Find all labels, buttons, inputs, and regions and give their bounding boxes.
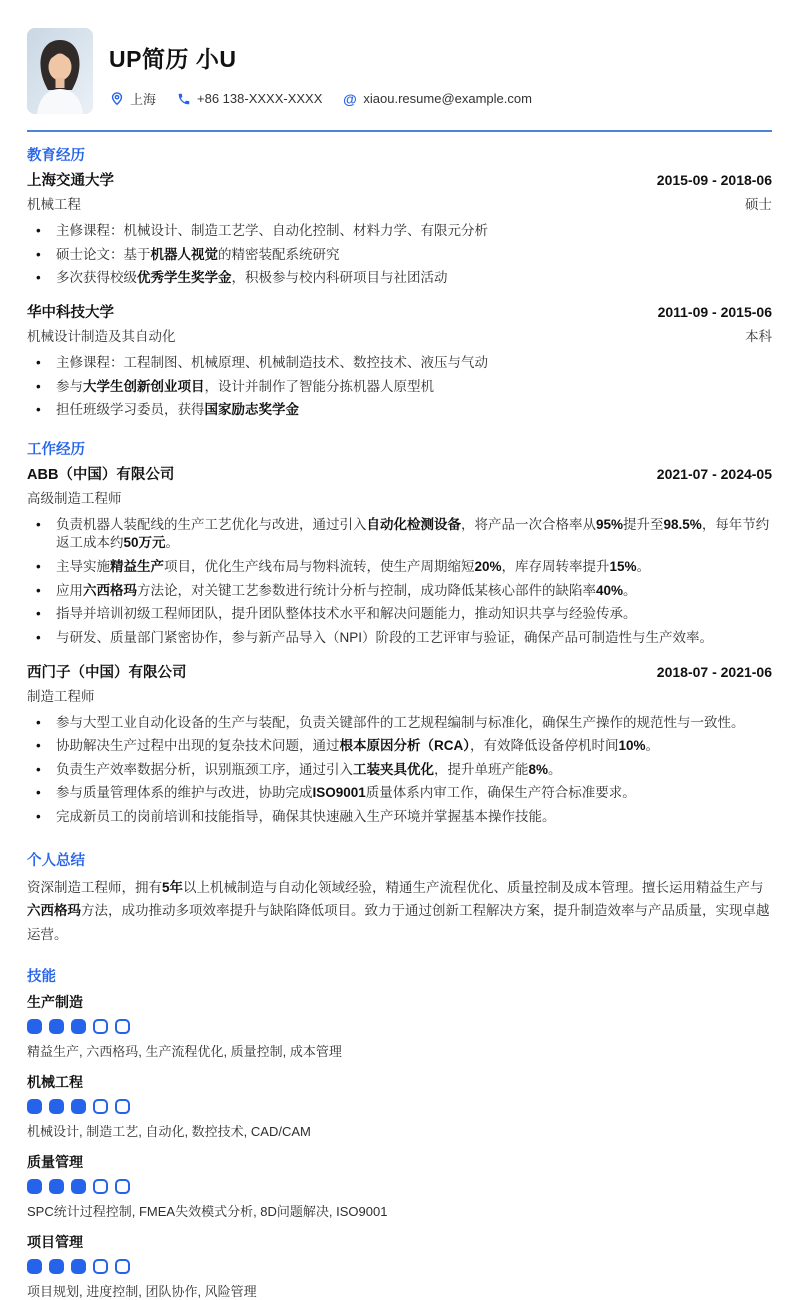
education-org-name: 华中科技大学 [27,304,114,321]
skill-dot-filled [71,1099,86,1114]
entry-header [27,301,772,322]
entry-subheader [27,193,772,213]
bullet-item: • 参与质量管理体系的维护与改进，协助完成ISO9001质量体系内审工作，确保生产符合标准要求。 [27,784,772,803]
bullet-list [27,222,772,288]
bullet-list [27,516,772,648]
entry-major: 机械设计制造及其自动化 [27,328,176,344]
skill-keywords: 机械设计, 制造工艺, 自动化, 数控技术, CAD/CAM [27,1123,311,1139]
skill-dot-empty [93,1259,108,1274]
contact-phone-text: +86 138-XXXX-XXXX [197,91,323,106]
header-text [109,28,532,108]
skill-level-dots [27,1179,772,1194]
skill-group [27,1232,772,1300]
contact-phone [176,91,322,106]
skill-level-dots [27,1259,772,1274]
entry-subheader [27,325,772,345]
entry-header [27,463,772,484]
section-work [27,438,772,827]
bullet-item: • 指导并培训初级工程师团队，提升团队整体技术水平和解决问题能力，推动知识共享与经验传承。 [27,605,772,624]
header-divider [27,130,772,132]
work-entry [27,463,772,648]
contact-location-text: 上海 [130,92,157,107]
skill-keywords: 项目规划, 进度控制, 团队协作, 风险管理 [27,1283,257,1299]
education-entry [27,301,772,420]
skill-dot-filled [27,1259,42,1274]
bullet-item: • 协助解决生产过程中出现的复杂技术问题，通过根本原因分析（RCA），有效降低设备停机时间10%。 [27,737,772,756]
entry-dates: 2011-09 - 2015-06 [657,303,772,320]
entry-role: 高级制造工程师 [27,490,122,506]
bullet-list [27,714,772,827]
bullet-item: • 完成新员工的岗前培训和技能指导，确保其快速融入生产环境并掌握基本操作技能。 [27,808,772,827]
section-summary [27,849,772,947]
education-entry [27,169,772,288]
summary-text: 资深制造工程师，拥有5年以上机械制造与自动化领域经验，精通生产流程优化、质量控制及成本管理。擅长运用精益生产与六西格玛方法，成功推动多项效率提升与缺陷降低项目。致力于通过创新工程解决方案，提升制造效率与产品质量，实现卓越运营。 [27,879,770,942]
avatar-photo-placeholder [27,28,93,114]
skill-name: 项目管理 [27,1233,83,1250]
contact-email-text: xiaou.resume@example.com [363,91,532,106]
resume-header [27,28,772,114]
skill-keywords: SPC统计过程控制, FMEA失效模式分析, 8D问题解决, ISO9001 [27,1203,388,1219]
email-icon: @ [343,90,357,107]
entry-role: 制造工程师 [27,688,95,704]
bullet-item: • 与研发、质量部门紧密协作，参与新产品导入（NPI）阶段的工艺评审与验证，确保产品可制造性与生产效率。 [27,629,772,648]
entry-degree: 本科 [745,328,772,344]
work-org-name: ABB（中国）有限公司 [27,466,175,483]
skill-group [27,992,772,1060]
bullet-item: • 主导实施精益生产项目，优化生产线布局与物料流转，使生产周期缩短20%，库存周转率提升15%。 [27,558,772,577]
bullet-item: • 主修课程：机械设计、制造工艺学、自动化控制、材料力学、有限元分析 [27,222,772,241]
bullet-list [27,354,772,420]
skill-group [27,1152,772,1220]
entry-dates: 2018-07 - 2021-06 [656,663,772,680]
entry-subheader [27,487,772,507]
entry-degree: 硕士 [745,197,772,212]
work-entry [27,661,772,827]
work-entries [27,463,772,827]
bullet-item: • 多次获得校级优秀学生奖学金，积极参与校内科研项目与社团活动 [27,269,772,288]
skill-dot-filled [71,1259,86,1274]
skill-group [27,1072,772,1140]
bullet-item: • 主修课程：工程制图、机械原理、机械制造技术、数控技术、液压与气动 [27,354,772,373]
skill-dot-empty [93,1099,108,1114]
entry-header [27,661,772,682]
page-title: UP简历 小U [109,46,237,72]
location-icon [109,91,124,106]
entry-dates: 2015-09 - 2018-06 [656,172,772,188]
contact-location [109,89,156,108]
skill-dot-empty [93,1019,108,1034]
section-title-skills: 技能 [27,968,56,985]
bullet-item: • 担任班级学习委员，获得国家励志奖学金 [27,401,772,420]
bullet-item: • 负责生产效率数据分析，识别瓶颈工序，通过引入工装夹具优化，提升单班产能8%。 [27,761,772,780]
skill-dot-empty [115,1019,130,1034]
skill-dot-empty [115,1179,130,1194]
skill-dot-filled [49,1099,64,1114]
entry-header [27,169,772,190]
skill-name: 生产制造 [27,993,83,1010]
entry-subheader [27,685,772,705]
education-org-name: 上海交通大学 [27,173,114,189]
skill-name: 质量管理 [27,1153,83,1170]
bullet-item: • 应用六西格玛方法论，对关键工艺参数进行统计分析与控制，成功降低某核心部件的缺陷率40%。 [27,582,772,601]
skill-dot-filled [27,1099,42,1114]
skill-level-dots [27,1019,772,1034]
skill-keywords: 精益生产, 六西格玛, 生产流程优化, 质量控制, 成本管理 [27,1043,342,1059]
skill-dot-filled [27,1179,42,1194]
skill-dot-empty [115,1259,130,1274]
skill-dot-filled [49,1259,64,1274]
contact-row [109,89,532,108]
section-title-summary: 个人总结 [27,852,85,869]
section-education [27,144,772,420]
skill-name: 机械工程 [27,1073,83,1090]
section-skills [27,965,772,1300]
bullet-item: • 参与大型工业自动化设备的生产与装配，负责关键部件的工艺规程编制与标准化，确保生产操作的规范性与一致性。 [27,714,772,733]
bullet-item: • 硕士论文：基于机器人视觉的精密装配系统研究 [27,246,772,265]
education-entries [27,169,772,420]
section-title-work: 工作经历 [27,441,85,458]
skill-level-dots [27,1099,772,1114]
bullet-item: • 参与大学生创新创业项目，设计并制作了智能分拣机器人原型机 [27,378,772,397]
avatar [27,28,93,114]
skill-dot-filled [49,1179,64,1194]
skill-dot-filled [71,1179,86,1194]
skill-dot-empty [115,1099,130,1114]
bullet-item: • 负责机器人装配线的生产工艺优化与改进，通过引入自动化检测设备，将产品一次合格率从95%提升至98.5%，每年节约返工成本约50万元。 [27,516,772,553]
skill-dot-filled [71,1019,86,1034]
entry-major: 机械工程 [27,197,81,212]
skill-dot-filled [49,1019,64,1034]
skill-dot-empty [93,1179,108,1194]
skill-dot-filled [27,1019,42,1034]
work-org-name: 西门子（中国）有限公司 [27,664,187,681]
entry-dates: 2021-07 - 2024-05 [656,465,772,482]
contact-email [342,91,532,106]
section-title-education: 教育经历 [27,148,85,164]
skill-groups [27,992,772,1300]
phone-icon [176,91,191,106]
